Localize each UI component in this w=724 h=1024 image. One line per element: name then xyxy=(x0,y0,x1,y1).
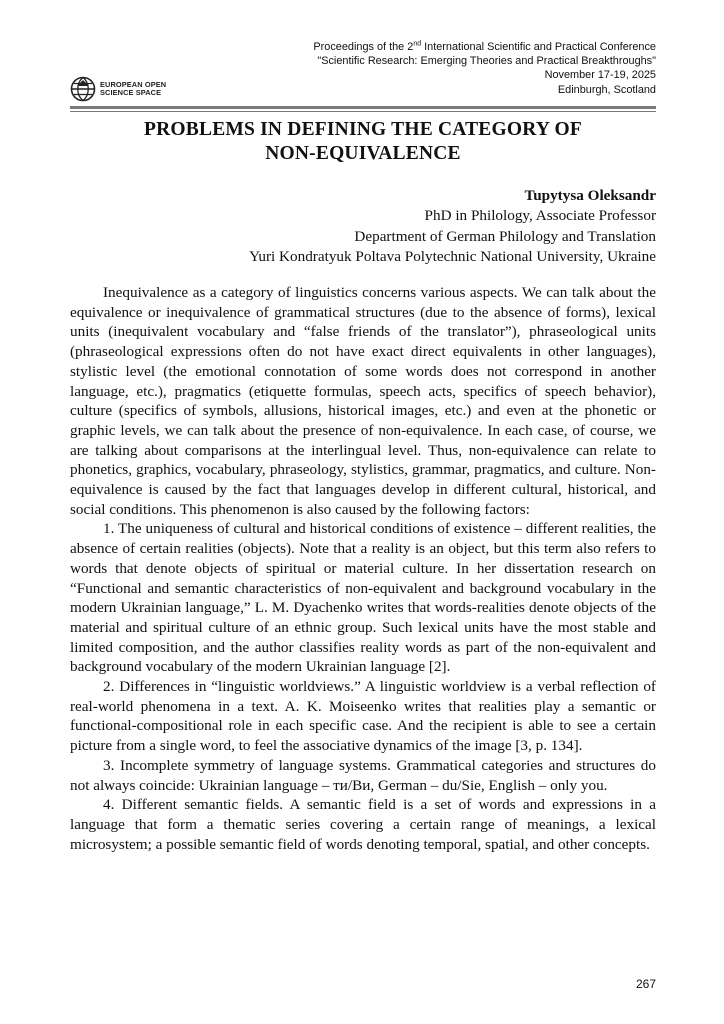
publisher-logo xyxy=(70,76,166,102)
author-block xyxy=(249,186,656,267)
logo-line-1: EUROPEAN OPEN xyxy=(100,79,167,89)
article-body xyxy=(70,283,656,854)
page-number: 267 xyxy=(635,977,656,991)
header-rule-thick xyxy=(70,106,656,109)
conference-name: International Scientific and Practical Conference xyxy=(421,41,656,53)
header-rule-thin xyxy=(70,111,656,112)
paragraph-2: 1. The uniqueness of cultural and historical conditions of existence – different realities, the absence of certain realities (objects). Note that a reality is an object, but this term also refers to words that denote objects of spiritual or material culture. In her dissertation research on “Functional and semantic characteristics of non-equivalent and background vocabulary in the modern Ukrainian language,” L. M. Dyachenko writes that words-realities denote objects of the material and spiritual culture of an ethnic group. Such lexical units have the most stable and limited composition, and the author classifies reality words as part of the non-equivalent and background vocabulary of the modern Ukrainian language [2]. xyxy=(70,520,656,676)
title-line-2: NON-EQUIVALENCE xyxy=(265,143,461,164)
conference-info xyxy=(313,40,656,97)
paragraph-3: 2. Differences in “linguistic worldviews.” A linguistic worldview is a verbal reflection of real-world phenomena in a text. A. K. Moiseenko writes that realities play a semantic or functional-compositional role in each specific case. And the recipient is able to see a certain picture from a single word, to feel the associative dynamics of the image [3, p. 134]. xyxy=(70,678,656,755)
conference-line-1 xyxy=(313,40,656,54)
logo-text xyxy=(100,81,166,97)
globe-logo-icon xyxy=(70,76,96,102)
paragraph-1: Inequivalence as a category of linguistics concerns various aspects. We can talk about the equivalence or inequivalence of grammatical structures (due to the absence of forms), lexical units (inequivalent vocabulary and “false friends of the translator”), phraseological units (phraseological expressions often do not have exact direct equivalents in other languages), stylistic level (the emotional connotation of some words does not correspond in another language, etc.), pragmatics (etiquette formulas, speech acts, specifics of speech behavior), culture (specifics of symbols, allusions, historical images, etc.) and even at the phonetic or graphic levels, we can talk about the presence of non-equivalence. In each case, of course, we are talking about comparisons at the interlingual level. Thus, non-equivalence can relate to phonetics, graphics, vocabulary, phraseology, stylistics, grammar, pragmatics, and culture. Non-equivalence is caused by the fact that languages develop in different cultural, historical, and social conditions. This phenomenon is also caused by the following factors: xyxy=(70,284,656,518)
author-name: Tupytysa Oleksandr xyxy=(524,187,656,204)
paragraph-5: 4. Different semantic fields. A semantic field is a set of words and expressions in a language that form a thematic series covering a certain range of meanings, a lexical microsystem; a possible semantic field of words denoting temporal, spatial, and other concepts. xyxy=(70,796,656,853)
article-title xyxy=(70,118,656,166)
author-degree: PhD in Philology, Associate Professor xyxy=(424,207,656,225)
conference-ordinal-suffix: nd xyxy=(413,40,422,48)
title-line-1: PROBLEMS IN DEFINING THE CATEGORY OF xyxy=(144,119,582,140)
conference-location: Edinburgh, Scotland xyxy=(557,83,656,96)
conference-dates: November 17-19, 2025 xyxy=(544,69,656,82)
author-department: Department of German Philology and Translation xyxy=(354,227,656,245)
logo-line-2: SCIENCE SPACE xyxy=(100,88,162,97)
conference-ordinal: Proceedings of the 2 xyxy=(313,41,414,53)
author-university: Yuri Kondratyuk Poltava Polytechnic National University, Ukraine xyxy=(249,247,656,265)
conference-line-2: "Scientific Research: Emerging Theories and Practical Breakthroughs" xyxy=(317,55,656,68)
page-header xyxy=(70,40,656,104)
paragraph-4: 3. Incomplete symmetry of language systems. Grammatical categories and structures do not always coincide: Ukrainian language – ти/Ви, German – du/Sie, English – only you. xyxy=(70,756,656,794)
